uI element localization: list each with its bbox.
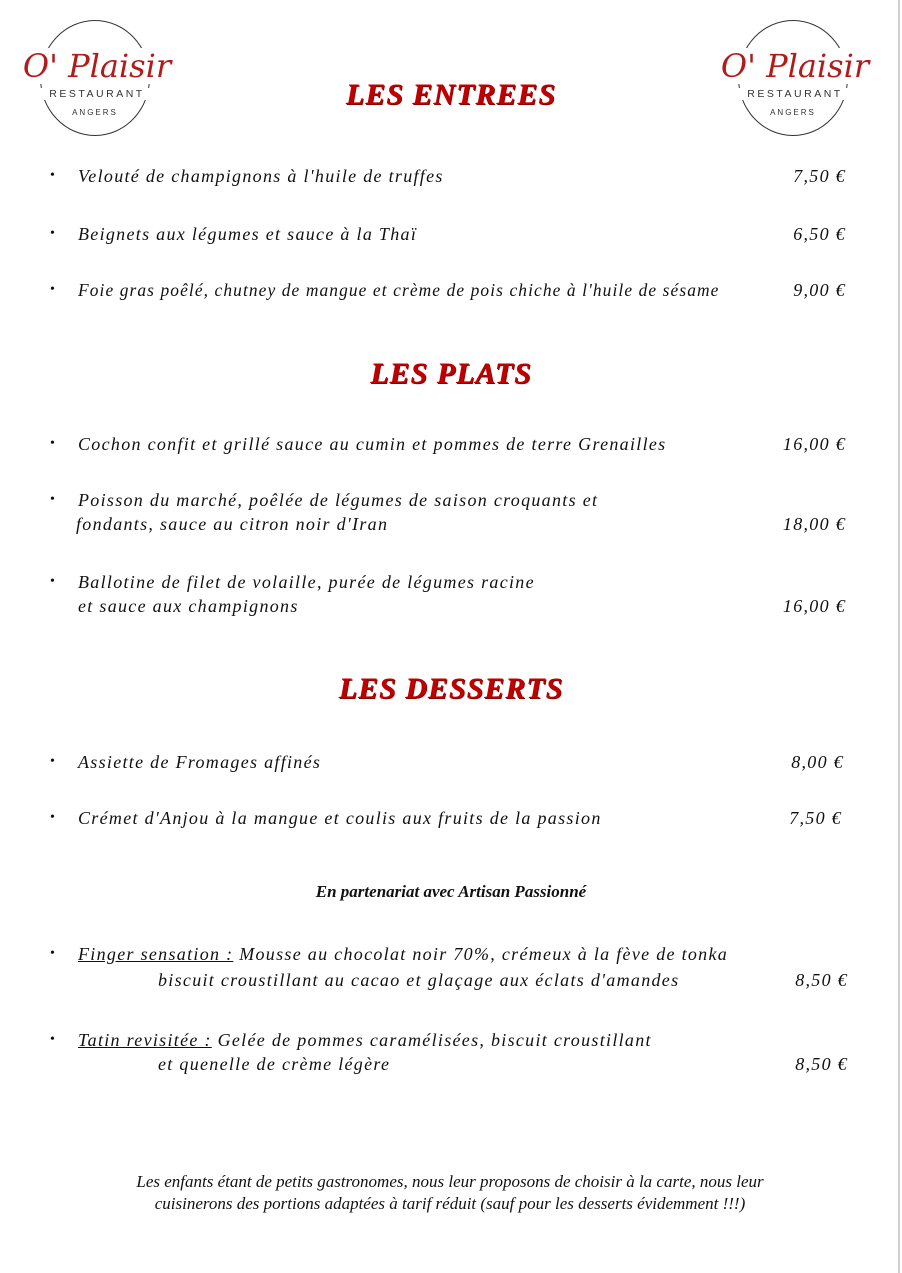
item-price: 7,50 € [789,808,842,828]
item-text: Cochon confit et grillé sauce au cumin et pommes de terre Grenailles [78,434,667,454]
bullet: • [50,436,57,451]
footer-note [60,1171,840,1215]
bullet: • [50,574,57,589]
item-price: 9,00 € [793,280,846,300]
item-price: 7,50 € [793,166,846,186]
item-text: Crémet d'Anjou à la mangue et coulis aux fruits de la passion [78,808,602,828]
item-text: Assiette de Fromages affinés [78,752,322,772]
bullet: • [50,168,57,183]
bullet: • [50,492,57,507]
partner-heading: En partenariat avec Artisan Passionné [315,882,587,901]
item-name: Tatin revisitée : [78,1030,212,1050]
item-text: Foie gras poêlé, chutney de mangue et crème de pois chiche à l'huile de sésame [78,280,720,300]
item-text: Velouté de champignons à l'huile de truffes [78,166,444,186]
bullet: • [50,754,57,769]
section-heading-plats: LES PLATS [370,357,532,390]
item-price: 16,00 € [782,434,846,454]
bullet: • [50,226,57,241]
logo-subtitle: RESTAURANT [720,88,870,100]
item-text-line2: biscuit croustillant au cacao et glaçage aux éclats d'amandes [158,970,680,990]
item-price: 8,00 € [791,752,844,772]
logo-name: O' Plaisir [720,47,870,85]
item-text-line2: et quenelle de crème légère [158,1054,391,1074]
page-edge [898,0,900,1273]
section-heading-entrees: LES ENTREES [345,78,557,111]
item-text-line1: Poisson du marché, poêlée de légumes de saison croquants et [78,490,599,510]
item-text-line2: fondants, sauce au citron noir d'Iran [76,514,389,534]
logo-name: O' Plaisir [22,47,172,85]
bullet: • [50,810,57,825]
logo-city: ANGERS [72,108,118,117]
item-text-line1: Ballotine de filet de volaille, purée de légumes racine [78,572,535,592]
item-price: 8,50 € [795,1054,848,1074]
bullet: • [50,946,57,961]
bullet: • [50,282,57,297]
item-price: 18,00 € [782,514,846,534]
logo-subtitle: RESTAURANT [22,88,172,100]
item-price: 16,00 € [782,596,846,616]
footer-line2: cuisinerons des portions adaptées à tarif réduit (sauf pour les desserts évidemment !!!) [154,1194,746,1213]
item-name: Finger sensation : [78,944,234,964]
bullet: • [50,1032,57,1047]
item-text-line1: Mousse au chocolat noir 70%, crémeux à la fève de tonka [233,944,729,964]
item-price: 6,50 € [793,224,846,244]
item-text-line2: et sauce aux champignons [78,596,299,616]
footer-line1: Les enfants étant de petits gastronomes, nous leur proposons de choisir à la carte, nous leur [136,1172,764,1191]
logo-city: ANGERS [770,108,816,117]
item-text-line1: Gelée de pommes caramélisées, biscuit croustillant [211,1030,652,1050]
item-price: 8,50 € [795,970,848,990]
section-heading-desserts: LES DESSERTS [338,672,564,705]
item-text: Beignets aux légumes et sauce à la Thaï [78,224,418,244]
